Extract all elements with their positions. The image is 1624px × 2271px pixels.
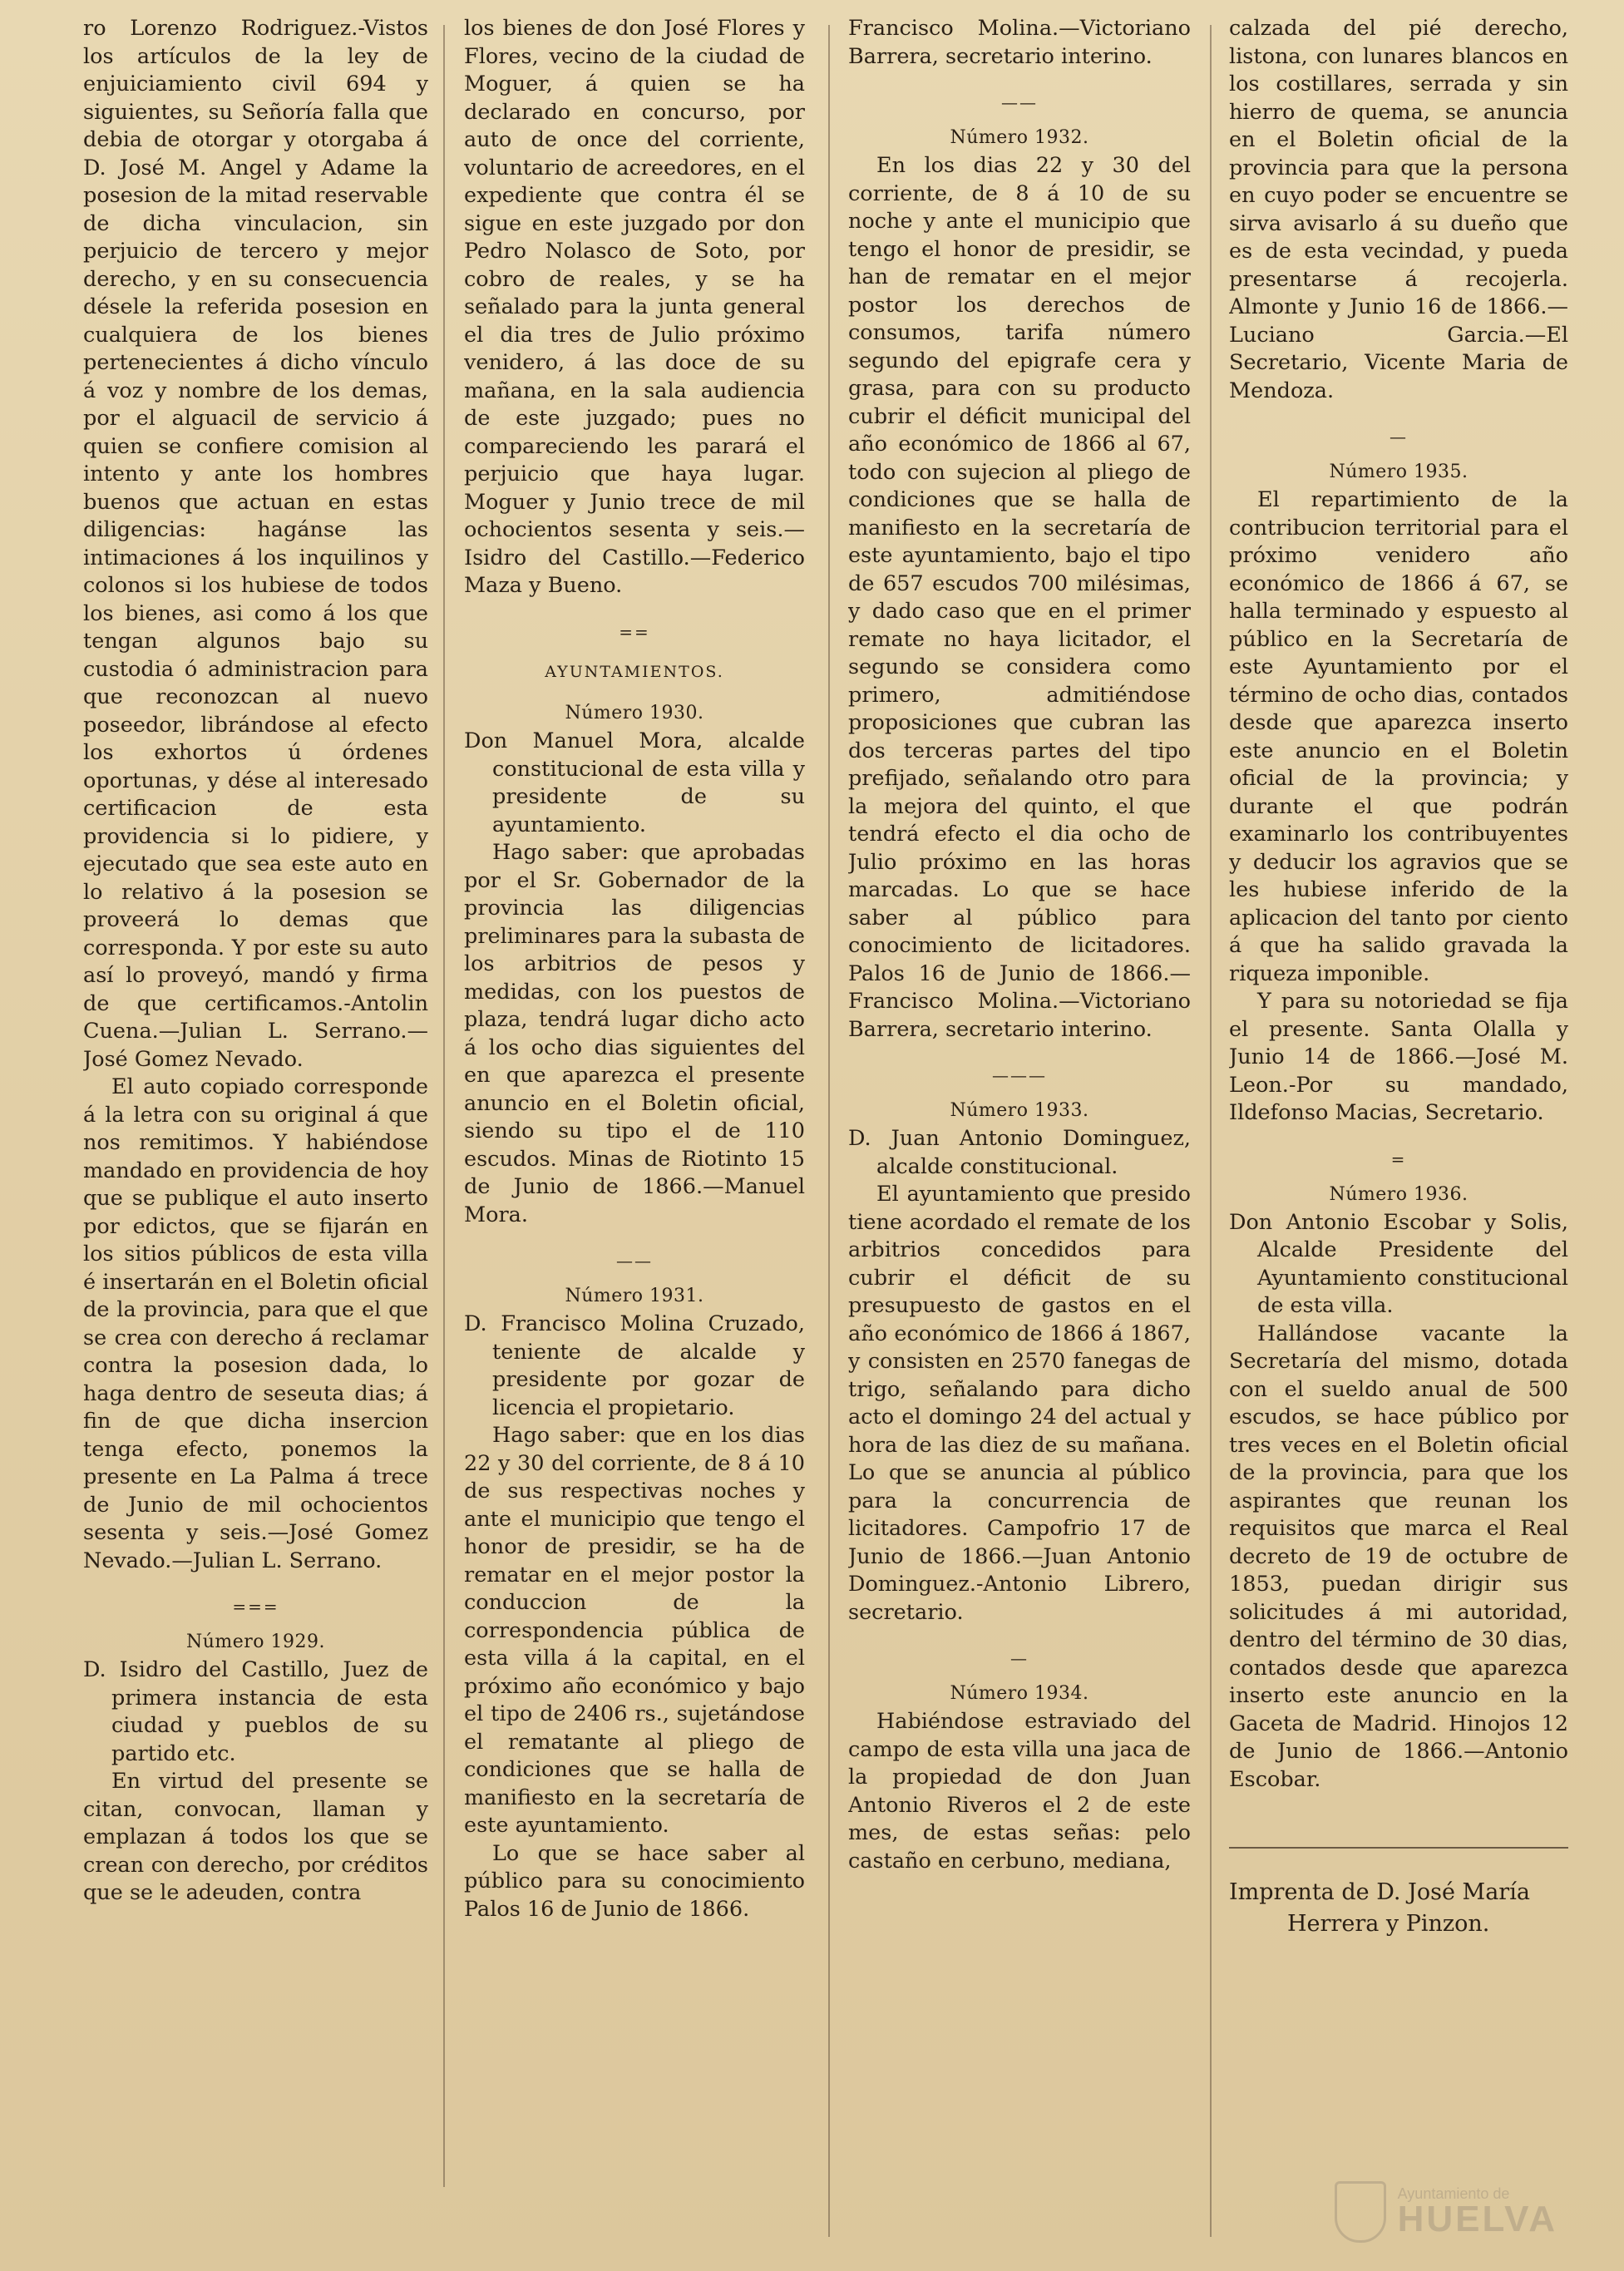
notice-number-1929: Número 1929. xyxy=(185,1632,326,1652)
notice-1931-signature: Francisco Molina.—Victoriano Barrera, secretario interino. xyxy=(848,16,1191,69)
section-heading: AYUNTAMIENTOS. xyxy=(545,662,724,681)
notice-1934-continuation: calzada del pié derecho, listona, con lunares blancos en los costillares, serrada y sin hierro de quema, se anuncia en el Boletin oficial de la provincia para que la persona en cuyo poder se encuentre se sirva avisarlo á su dueño que es de esta vecindad, y pueda presentarse á recojerla. Almonte y Junio 16 de 1866.—Luciano Garcia.—El Secretario, Vicente Maria de Mendoza. xyxy=(1229,16,1568,403)
notice-number-1930: Número 1930. xyxy=(565,703,704,723)
column-divider xyxy=(443,25,445,2187)
notice-number-1932: Número 1932. xyxy=(950,127,1089,148)
imprint-line-2: Herrera y Pinzon. xyxy=(1287,1911,1490,1937)
notice-number-1934: Número 1934. xyxy=(950,1683,1089,1704)
notice-1929-body: En virtud del presente se citan, convocan, llaman y emplazan á todos los que se crean con derecho, por créditos que se le adeuden, contra xyxy=(83,1769,428,1905)
notice-1933-heading: D. Juan Antonio Dominguez, alcalde constitucional. xyxy=(848,1126,1191,1179)
column-divider xyxy=(1210,25,1212,2237)
notice-1931-closing: Lo que se hace saber al público para su conocimiento Palos 16 de Junio de 1866. xyxy=(464,1840,805,1922)
separator: —— xyxy=(616,1251,653,1271)
notice-1930-body: Hago saber: que aprobadas por el Sr. Gobernador de la provincia las diligencias preliminares para la subasta de los arbitrios de pesos y medidas, con los puestos de plaza, tendrá lugar dicho acto á los ocho dias siguientes del en que aparezca el presente anuncio en el Boletin oficial, siendo su tipo el de 110 escudos. Minas de Riotinto 15 de Junio de 1866.—Manuel Mora. xyxy=(464,840,805,1227)
watermark xyxy=(1335,2181,1557,2243)
column-3 xyxy=(848,15,1191,2254)
column-2 xyxy=(464,15,805,2254)
watermark-small-text: Ayuntamiento de xyxy=(1397,2185,1510,2202)
separator: ——— xyxy=(992,1065,1047,1085)
coat-of-arms-icon xyxy=(1335,2181,1386,2243)
notice-number-1936: Número 1936. xyxy=(1329,1183,1469,1205)
column-4 xyxy=(1229,15,1568,2254)
notice-1935-closing: Y para su notoriedad se fija el presente. Santa Olalla y Junio 14 de 1866.—José M. Leon.-Por su mandado, Ildefonso Macias, Secretario. xyxy=(1229,989,1568,1125)
notice-1930-heading: Don Manuel Mora, alcalde constitucional de esta villa y presidente de su ayuntamiento. xyxy=(464,728,805,837)
notice-1931-heading: D. Francisco Molina Cruzado, teniente de alcalde y presidente por gozar de licencia el propietario. xyxy=(464,1311,805,1420)
imprint xyxy=(1229,1847,1568,1940)
notice-1936-body: Hallándose vacante la Secretaría del mismo, dotada con el sueldo anual de 500 escudos, se hace público por tres veces en el Boletin oficial de la provincia, para que los aspirantes que reunan los requisitos que marca el Real decreto de 19 de octubre de 1853, puedan dirigir sus solicitudes á mi autoridad, dentro del término de 30 dias, contados desde que aparezca inserto este anuncio en la Gaceta de Madrid. Hinojos 12 de Junio de 1866.—Antonio Escobar. xyxy=(1229,1321,1568,1792)
notice-number-1935: Número 1935. xyxy=(1329,462,1469,482)
watermark-big-text: HUELVA xyxy=(1397,2199,1557,2239)
notice-1933-body: El ayuntamiento que presido tiene acordado el remate de los arbitrios concedidos para cubrir el déficit de su presupuesto de gastos en el año económico de 1866 á 1867, y consisten en 2570 fanegas de trigo, señalando para dicho acto el domingo 24 del actual y hora de las diez de su mañana. Lo que se anuncia al público para la concurrencia de licitadores. Campofrio 17 de Junio de 1866.—Juan Antonio Dominguez.-Antonio Librero, secretario. xyxy=(848,1182,1191,1625)
notice-1929-heading: D. Isidro del Castillo, Juez de primera instancia de esta ciudad y pueblos de su partido etc. xyxy=(83,1657,428,1766)
separator: —— xyxy=(1001,92,1038,112)
notice-1929-continuation: los bienes de don José Flores y Flores, vecino de la ciudad de Moguer, á quien se ha declarado en concurso, por auto de once del corriente, voluntario de acreedores, en el expediente que contra él se sigue en este juzgado por don Pedro Nolasco de Soto, por cobro de reales, y se ha señalado para la junta general el dia tres de Julio próximo venidero, á las doce de su mañana, en la sala audiencia de este juzgado; pues no compareciendo les parará el perjuicio que haya lugar. Moguer y Junio trece de mil ochocientos sesenta y seis.—Isidro del Castillo.—Federico Maza y Bueno. xyxy=(464,16,805,598)
imprint-line-1: Imprenta de D. José María xyxy=(1229,1879,1530,1905)
notice-1932-body: En los dias 22 y 30 del corriente, de 8 á 10 de su noche y ante el municipio que tengo el honor de presidir, se han de rematar en el mejor postor los derechos de consumos, tarifa número segundo del epigrafe cera y grasa, para con su producto cubrir el déficit municipal del año económico de 1866 al 67, todo con sujecion al pliego de condiciones que se halla de manifiesto en la secretaría de este ayuntamiento, bajo el tipo de 657 escudos 700 milésimas, y dado caso que en el primer remate no haya licitador, el segundo se considera como primero, admitiéndose proposiciones que cubran las dos terceras partes del tipo prefijado, señalando otro para la mejora del quinto, el que tendrá efecto el dia ocho de Julio próximo en las horas marcadas. Lo que se hace saber al público para conocimiento de licitadores. Palos 16 de Junio de 1866.—Francisco Molina.—Victoriano Barrera, secretario interino. xyxy=(848,153,1191,1042)
auto-text: ro Lorenzo Rodriguez.-Vistos los artículos de la ley de enjuiciamiento civil 694 y siguientes, su Señoría falla que debia de otorgar y otorgaba á D. José M. Angel y Adame la posesion de la mitad reservable de dicha vinculacion, sin perjuicio de tercero y mejor derecho, y en su consecuencia désele la referida posesion en cualquiera de los bienes pertenecientes á dicho vínculo á voz y nombre de los demas, por el alguacil de servicio á quien se confiere comision al intento y ante los hombres buenos que actuan en estas diligencias: hagánse las intimaciones á los inquilinos y colonos si los hubiese de todos los bienes, asi como á los que tengan algunos bajo su custodia ó administracion para que reconozcan al nuevo poseedor, librándose al efecto los exhortos ú órdenes oportunas, y dése al interesado certificacion de esta providencia si lo pidiere, y ejecutado que sea este auto en lo relativo á la posesion se proveerá lo demas que corresponda. Y por este su auto así lo proveyó, mandó y firma de que certificamos.-Antolin Cuena.—Julian L. Serrano.—José Gomez Nevado. xyxy=(83,16,428,1072)
notice-number-1933: Número 1933. xyxy=(950,1100,1089,1121)
separator: = xyxy=(1390,1148,1407,1169)
column-1 xyxy=(83,15,428,2254)
notice-number-1931: Número 1931. xyxy=(565,1286,704,1306)
separator: — xyxy=(1390,427,1408,447)
separator: — xyxy=(1010,1648,1029,1668)
separator: === xyxy=(232,1597,279,1617)
notice-1936-heading: Don Antonio Escobar y Solis, Alcalde Presidente del Ayuntamiento constitucional de esta villa. xyxy=(1229,1209,1568,1318)
separator: == xyxy=(619,621,650,642)
notice-1935-body: El repartimiento de la contribucion territorial para el próximo venidero año económico de 1866 á 67, se halla terminado y espuesto al público en la Secretaría de este Ayuntamiento por el término de ocho dias, contados desde que aparezca inserto este anuncio en el Boletin oficial de la provincia; y durante el que podrán examinarlo los contribuyentes y deducir los agravios que se les hubiese inferido de la aplicacion del tanto por ciento á que ha salido gravada la riqueza imponible. xyxy=(1229,487,1568,986)
notice-1934-body: Habiéndose estraviado del campo de esta villa una jaca de la propiedad de don Juan Antonio Riveros el 2 de este mes, de estas señas: pelo castaño en cerbuno, mediana, xyxy=(848,1709,1191,1874)
column-divider xyxy=(828,25,830,2237)
notice-1931-body: Hago saber: que en los dias 22 y 30 del corriente, de 8 á 10 de sus respectivas noches y ante el municipio que tengo el honor de presidir, se ha de rematar en el mejor postor la conduccion de la correspondencia pública de esta villa á la capital, en el próximo año económico y bajo el tipo de 2406 rs., sujetándose el rematante al pliego de condiciones que se halla de manifiesto en la secretaría de este ayuntamiento. xyxy=(464,1423,805,1838)
auto-copy-paragraph: El auto copiado corresponde á la letra con su original á que nos remitimos. Y habiéndose mandado en providencia de hoy que se publique el auto inserto por edictos, que se fijarán en los sitios públicos de esta villa é insertarán en el Boletin oficial de la provincia, para que el que se crea con derecho á reclamar contra la posesion dada, lo haga dentro de seseuta dias; á fin de que dicha insercion tenga efecto, ponemos la presente en La Palma á trece de Junio de mil ochocientos sesenta y seis.—José Gomez Nevado.—Julian L. Serrano. xyxy=(83,1074,428,1573)
